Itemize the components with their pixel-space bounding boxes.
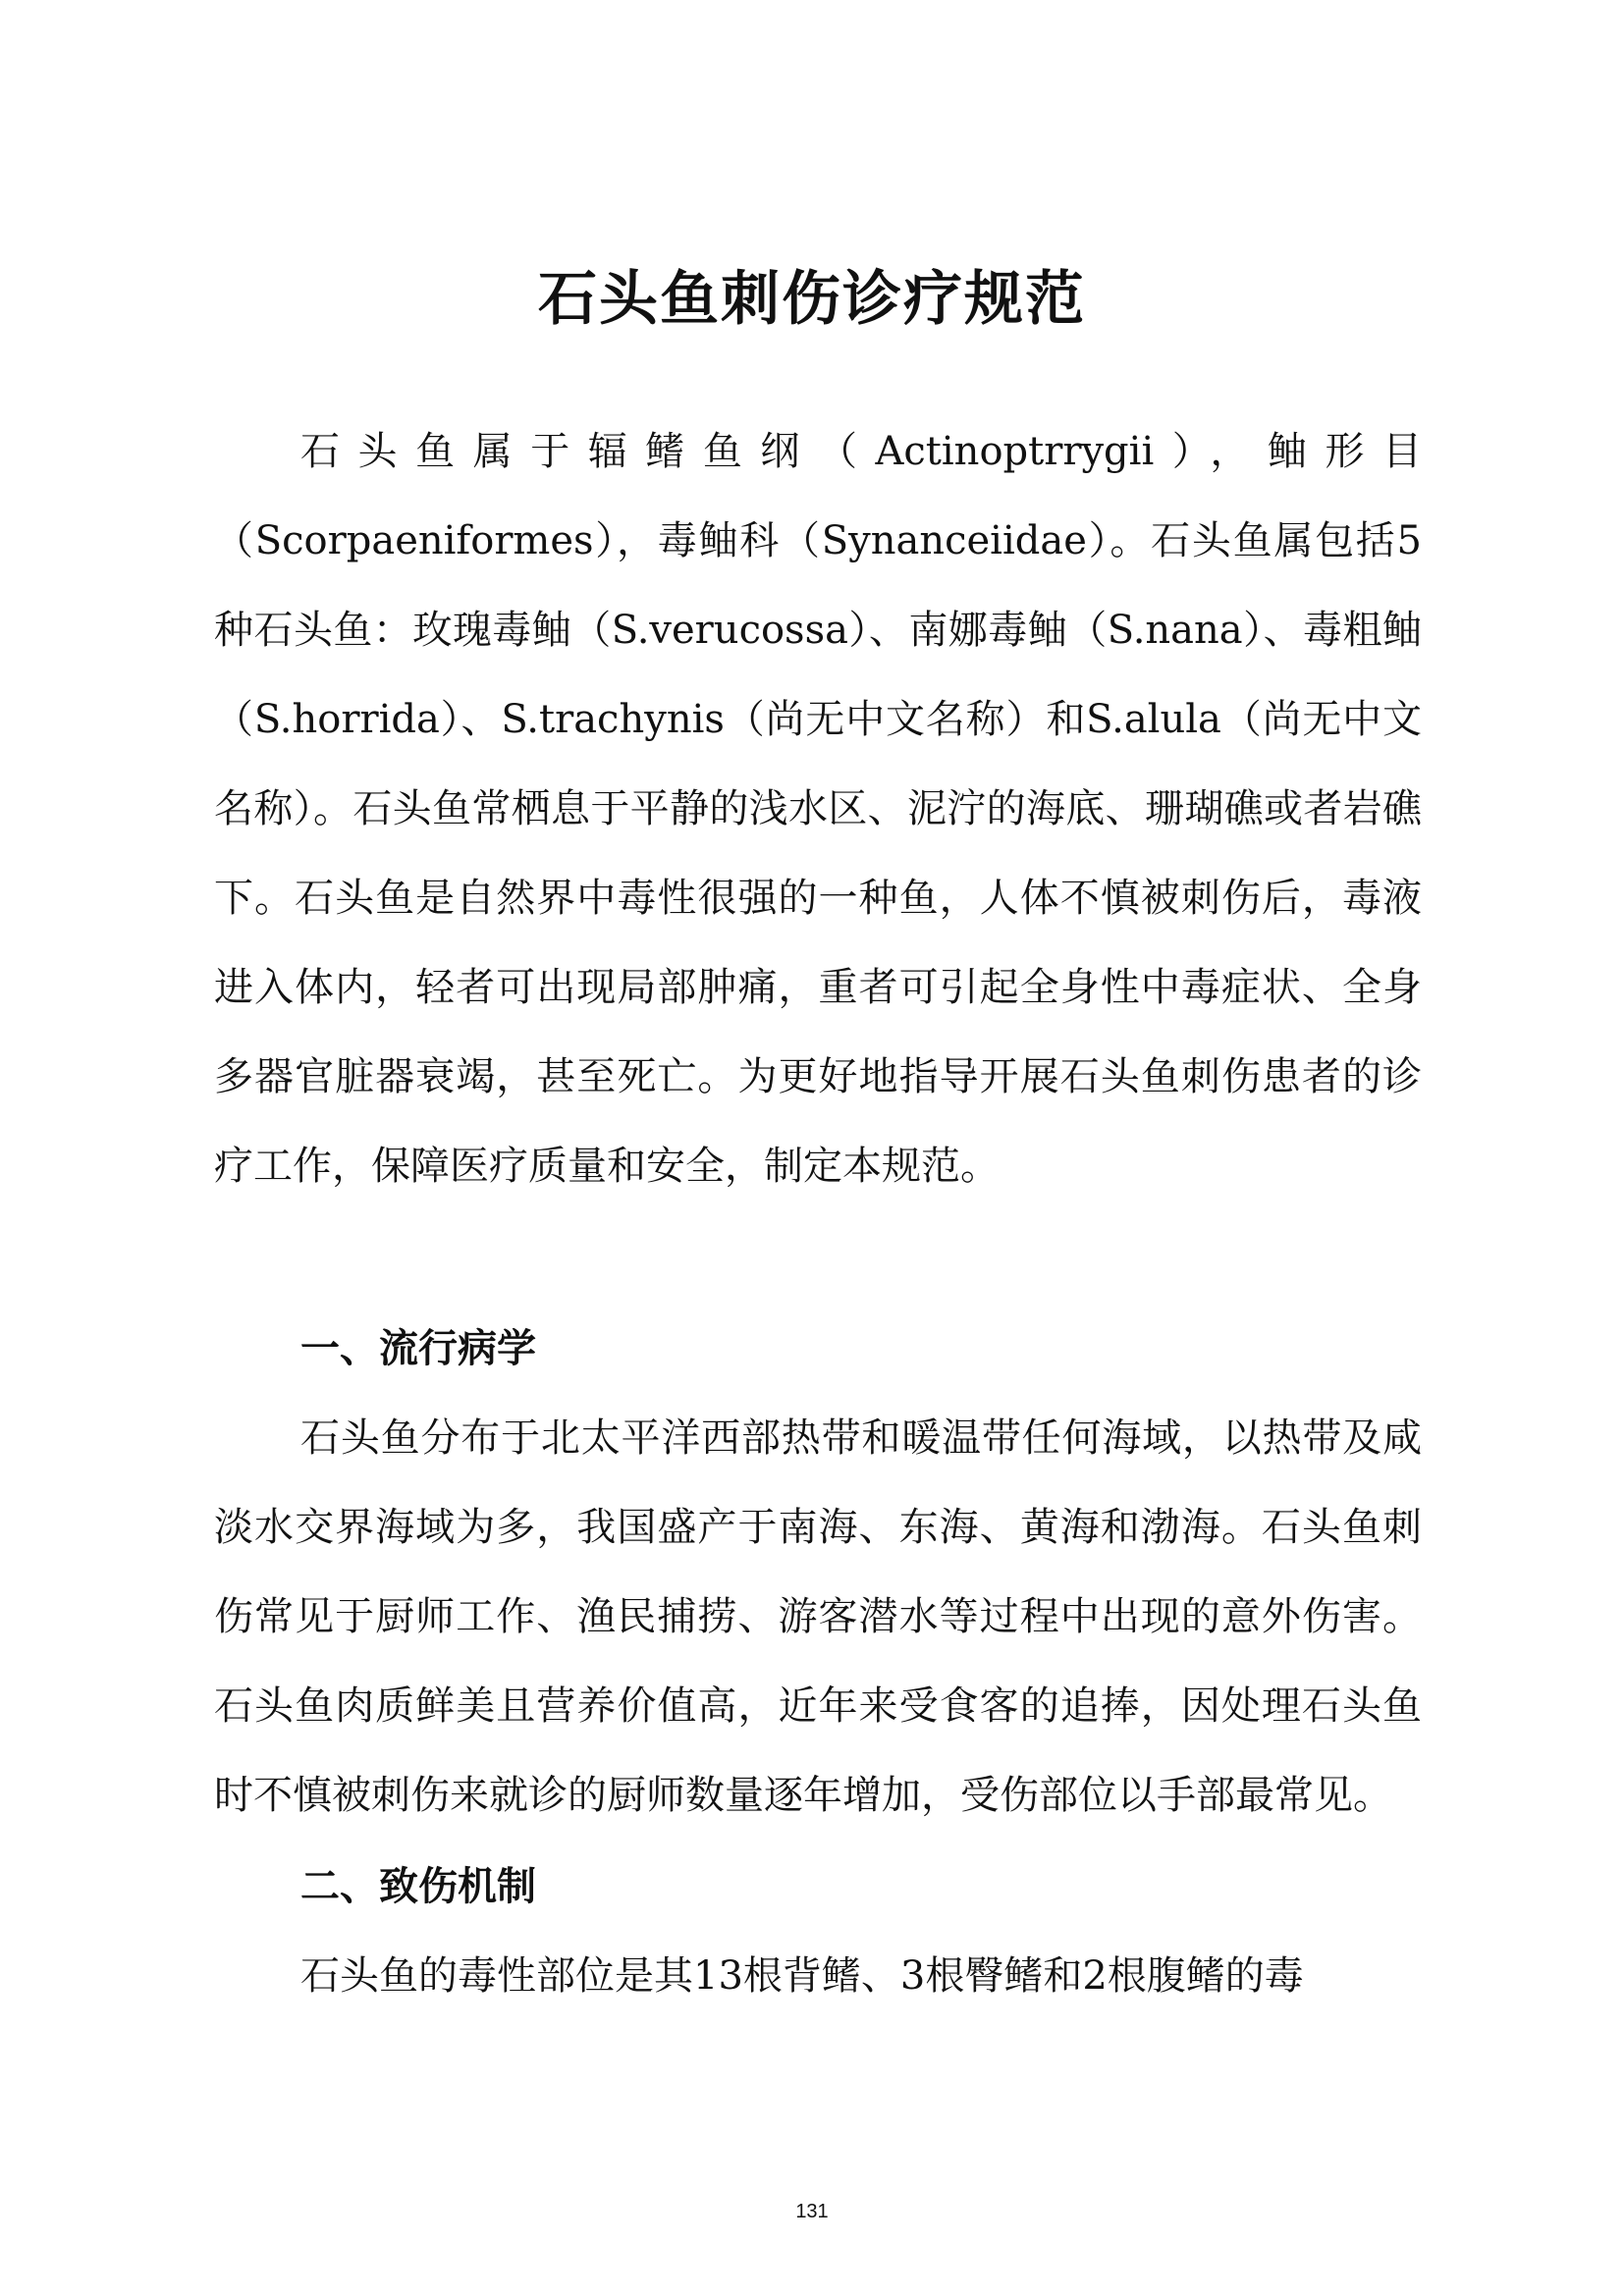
page-number: 131 [795, 2201, 829, 2222]
epidemiology-paragraph: 石头鱼分布于北太平洋西部热带和暖温带任何海域，以热带及咸淡水交界海域为多，我国盛产于南海、东海、黄海和渤海。石头鱼刺伤常见于厨师工作、渔民捕捞、游客潜水等过程中出现的意外伤害。石头鱼肉质鲜美且营养价值高，近年来受食客的追捧，因处理石头鱼时不慎被刺伤来就诊的厨师数量逐年增加，受伤部位以手部最常见。 [214, 1415, 1422, 1818]
section-heading-injury-mechanism: 二、致伤机制 [300, 1864, 536, 1909]
injury-mechanism-paragraph: 石头鱼的毒性部位是其13根背鳍、3根臀鳍和2根腹鳍的毒 [300, 1953, 1304, 1999]
section-heading-epidemiology: 一、流行病学 [300, 1326, 536, 1371]
intro-paragraph: 石头鱼属于辐鳍鱼纲（Actinoptrrygii），鲉形目（Scorpaeniformes），毒鲉科（Synanceiidae）。石头鱼属包括5种石头鱼：玫瑰毒鲉（S.verucossa）、南娜毒鲉（S.nana）、毒粗鲉（S.horrida）、S.trachynis（尚无中文名称）和S.alula（尚无中文名称）。石头鱼常栖息于平静的浅水区、泥泞的海底、珊瑚礁或者岩礁下。石头鱼是自然界中毒性很强的一种鱼，人体不慎被刺伤后，毒液进入体内，轻者可出现局部肿痛，重者可引起全身性中毒症状、全身多器官脏器衰竭，甚至死亡。为更好地指导开展石头鱼刺伤患者的诊疗工作，保障医疗质量和安全，制定本规范。 [214, 429, 1422, 1189]
document-title: 石头鱼刺伤诊疗规范 [538, 265, 1086, 335]
